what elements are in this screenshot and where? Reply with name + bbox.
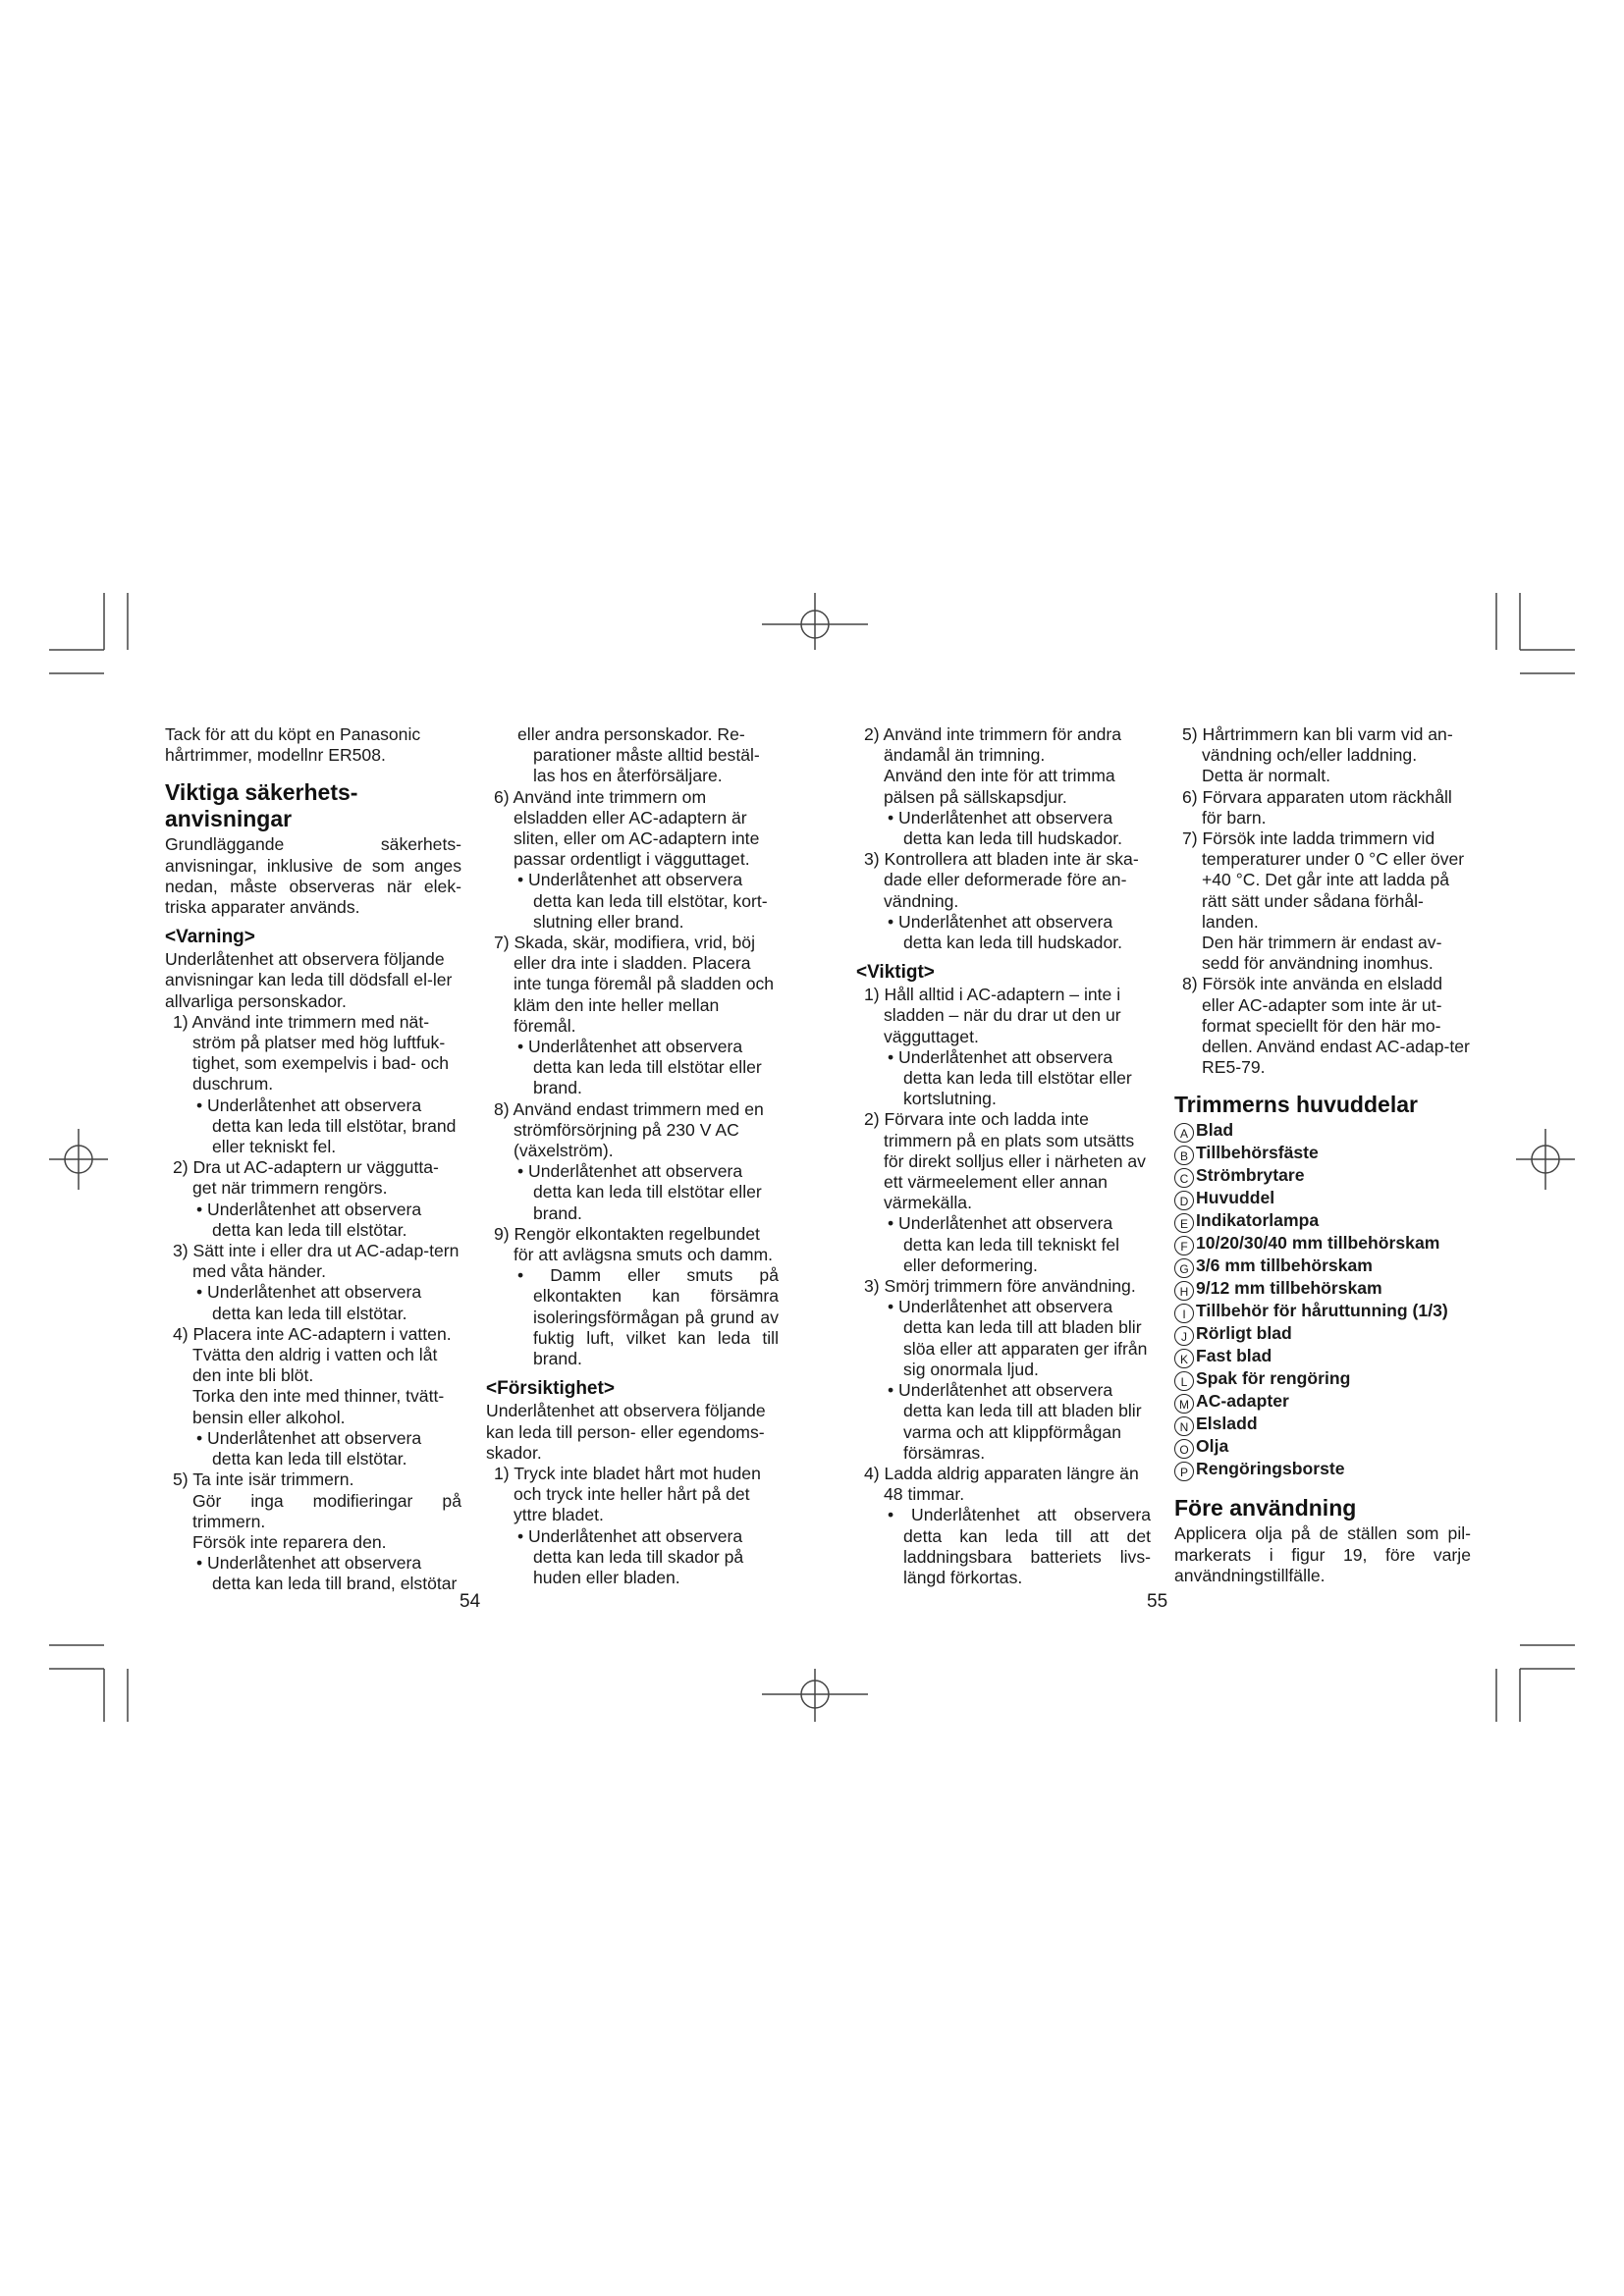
important-item-1: 1) Håll alltid i AC-adaptern – inte i sladden – när du drar ut den ur vägguttaget. (864, 985, 1121, 1046)
caution-item-3-note: • Underlåtenhet att observera detta kan leda till hudskador. (888, 911, 1123, 953)
important-item-2: 2) Förvara inte och ladda inte trimmern på en plats som utsätts för direkt solljus eller i närheten av ett värmeelement eller annan värmekälla. (864, 1109, 1146, 1213)
part-item (1174, 1188, 1471, 1210)
part-letter-circle: F (1174, 1236, 1194, 1255)
part-label: Elsladd (1196, 1414, 1258, 1434)
part-letter-circle: M (1174, 1394, 1194, 1414)
warning-item-9: 9) Rengör elkontakten regelbundet för att avlägsna smuts och damm. (494, 1223, 774, 1265)
warning-item-4-sub-2: Torka den inte med thinner, tvätt-bensin eller alkohol. (192, 1386, 445, 1427)
part-label: Strömbrytare (1196, 1165, 1305, 1186)
column-4 (1174, 724, 1471, 1586)
before-use-text: Applicera olja på de ställen som pil-markerats i figur 19, före varje användningstillfälle. (1174, 1523, 1471, 1585)
warning-item-5: 5) Ta inte isär trimmern. (173, 1469, 354, 1490)
part-item (1174, 1120, 1471, 1143)
important-item-5: 5) Hårtrimmern kan bli varm vid an-vändning och/eller laddning. (1182, 724, 1453, 766)
part-letter-circle: H (1174, 1281, 1194, 1301)
caution-item-2: 2) Använd inte trimmern för andra ändamål än trimning. (864, 724, 1122, 766)
part-label: Huvuddel (1196, 1188, 1275, 1208)
part-letter-circle: I (1174, 1304, 1194, 1323)
column-1 (165, 724, 461, 1595)
part-item (1174, 1233, 1471, 1255)
caution-intro: Underlåtenhet att observera följande kan leda till person- eller egendoms-skador. (486, 1401, 766, 1463)
warning-item-4-note: • Underlåtenhet att observera detta kan leda till elstötar. (196, 1427, 422, 1469)
warning-item-2-note: • Underlåtenhet att observera detta kan leda till elstötar. (196, 1199, 422, 1240)
part-item (1174, 1368, 1471, 1391)
important-heading: <Viktigt> (856, 962, 935, 984)
important-item-2-note: • Underlåtenhet att observera detta kan leda till tekniskt fel eller deformering. (888, 1213, 1120, 1275)
part-letter-circle: E (1174, 1213, 1194, 1233)
safety-heading: Viktiga säkerhets-anvisningar (165, 779, 358, 832)
warning-item-4-sub-1: Tvätta den aldrig i vatten och låt den inte bli blöt. (192, 1345, 438, 1386)
column-3 (856, 724, 1151, 1588)
important-item-1-note: • Underlåtenhet att observera detta kan leda till elstötar eller kortslutning. (888, 1046, 1132, 1109)
part-letter-circle: B (1174, 1146, 1194, 1165)
parts-list (1174, 1120, 1471, 1481)
part-label: AC-adapter (1196, 1391, 1289, 1412)
important-item-3-note-1: • Underlåtenhet att observera detta kan leda till att bladen blir slöa eller att apparaten ger ifrån sig onormala ljud. (888, 1297, 1148, 1379)
part-item (1174, 1255, 1471, 1278)
warning-item-7-note: • Underlåtenhet att observera detta kan leda till elstötar eller brand. (517, 1037, 762, 1098)
warning-item-6: 6) Använd inte trimmern om elsladden eller AC-adaptern är sliten, eller om AC-adaptern inte passar ordentligt i vägguttaget. (494, 786, 760, 870)
caution-item-3: 3) Kontrollera att bladen inte är ska-dade eller deformerade före an-vändning. (864, 849, 1139, 911)
caution-heading: <Försiktighet> (486, 1378, 615, 1400)
part-item (1174, 1210, 1471, 1233)
parts-heading: Trimmerns huvuddelar (1174, 1092, 1418, 1118)
important-item-5-sub: Detta är normalt. (1202, 766, 1331, 786)
important-item-3-note-2: • Underlåtenhet att observera detta kan leda till att bladen blir varma och att klippförmågan försämras. (888, 1380, 1142, 1463)
part-letter-circle: A (1174, 1123, 1194, 1143)
part-letter-circle: D (1174, 1191, 1194, 1210)
important-item-7: 7) Försök inte ladda trimmern vid temperaturer under 0 °C eller över +40 °C. Det går inte att ladda på rätt sätt under sådana förhål-landen. (1182, 828, 1465, 932)
part-label: Blad (1196, 1120, 1234, 1141)
caution-item-1-note: • Underlåtenhet att observera detta kan leda till skador på huden eller bladen. (517, 1525, 744, 1587)
warning-item-1-note: • Underlåtenhet att observera detta kan leda till elstötar, brand eller tekniskt fel. (196, 1095, 457, 1157)
intro-text: Tack för att du köpt en Panasonic hårtrimmer, modellnr ER508. (165, 724, 421, 766)
part-label: 3/6 mm tillbehörskam (1196, 1255, 1373, 1276)
important-item-4: 4) Ladda aldrig apparaten längre än 48 timmar. (864, 1463, 1139, 1505)
before-use-heading: Före användning (1174, 1495, 1357, 1522)
part-item (1174, 1143, 1471, 1165)
part-label: Spak för rengöring (1196, 1368, 1351, 1389)
part-item (1174, 1301, 1471, 1323)
part-letter-circle: C (1174, 1168, 1194, 1188)
warning-item-3-note: • Underlåtenhet att observera detta kan leda till elstötar. (196, 1282, 422, 1323)
warning-item-1: 1) Använd inte trimmern med nät-ström på platser med hög luftfuk-tighet, som exempelvis i bad- och duschrum. (173, 1011, 450, 1095)
part-label: Fast blad (1196, 1346, 1272, 1366)
caution-item-2-sub: Använd den inte för att trimma pälsen på sällskapsdjur. (884, 766, 1115, 807)
part-letter-circle: P (1174, 1462, 1194, 1481)
warning-item-5-note: • Underlåtenhet att observera detta kan leda till brand, elstötar (196, 1553, 458, 1594)
page-number-right: 55 (1147, 1591, 1168, 1612)
part-item (1174, 1459, 1471, 1481)
warning-item-5-sub-2: Försök inte reparera den. (192, 1531, 387, 1552)
warning-heading: <Varning> (165, 927, 255, 948)
warning-item-7: 7) Skada, skär, modifiera, vrid, böj eller dra inte i sladden. Placera inte tunga föremål på sladden och kläm den inte heller mellan föremål. (494, 933, 775, 1036)
part-label: Tillbehör för håruttunning (1/3) (1196, 1301, 1448, 1321)
part-item (1174, 1165, 1471, 1188)
part-item (1174, 1278, 1471, 1301)
part-label: 9/12 mm tillbehörskam (1196, 1278, 1382, 1299)
important-item-4-note: • Underlåtenhet att observera detta kan leda till att det laddningsbara batteriets livs-längd förkortas. (888, 1505, 1151, 1587)
part-label: Indikatorlampa (1196, 1210, 1320, 1231)
page-number-left: 54 (460, 1591, 481, 1612)
part-letter-circle: K (1174, 1349, 1194, 1368)
important-item-8: 8) Försök inte använda en elsladd eller AC-adapter som inte är ut-format speciellt för den här mo-dellen. Använd endast AC-adap-ter RE5-79. (1182, 974, 1470, 1078)
warning-item-5-sub-1: Gör inga modifieringar på trimmern. (192, 1490, 461, 1531)
warning-item-4: 4) Placera inte AC-adaptern i vatten. (173, 1323, 452, 1344)
caution-item-2-note: • Underlåtenhet att observera detta kan leda till hudskador. (888, 807, 1123, 849)
column-2 (486, 724, 779, 1588)
important-item-6: 6) Förvara apparaten utom räckhåll för barn. (1182, 786, 1452, 828)
part-letter-circle: J (1174, 1326, 1194, 1346)
part-letter-circle: L (1174, 1371, 1194, 1391)
warning-item-3: 3) Sätt inte i eller dra ut AC-adap-tern med våta händer. (173, 1241, 460, 1282)
part-letter-circle: O (1174, 1439, 1194, 1459)
part-label: Tillbehörsfäste (1196, 1143, 1319, 1163)
warning-intro: Underlåtenhet att observera följande anvisningar kan leda till dödsfall el-ler allvarliga personskador. (165, 949, 453, 1011)
part-letter-circle: G (1174, 1258, 1194, 1278)
important-item-7-sub: Den här trimmern är endast av-sedd för användning inomhus. (1202, 933, 1442, 974)
part-label: Olja (1196, 1436, 1229, 1457)
warning-item-8: 8) Använd endast trimmern med en strömförsörjning på 230 V AC (växelström). (494, 1098, 764, 1161)
important-item-3: 3) Smörj trimmern före användning. (864, 1276, 1136, 1297)
warning-item-2: 2) Dra ut AC-adaptern ur vägguttа-get när trimmern rengörs. (173, 1157, 439, 1199)
part-label: Rörligt blad (1196, 1323, 1292, 1344)
warning-item-8-note: • Underlåtenhet att observera detta kan leda till elstötar eller brand. (517, 1161, 762, 1223)
part-label: Rengöringsborste (1196, 1459, 1345, 1479)
warning-item-6-note: • Underlåtenhet att observera detta kan leda till elstötar, kort-slutning eller brand. (517, 870, 768, 932)
part-item (1174, 1436, 1471, 1459)
part-item (1174, 1414, 1471, 1436)
warning-item-9-note: • Damm eller smuts på elkontakten kan försämra isoleringsförmågan på grund av fuktig luft, vilket kan leda till brand. (517, 1265, 779, 1369)
part-item (1174, 1323, 1471, 1346)
part-letter-circle: N (1174, 1416, 1194, 1436)
part-label: 10/20/30/40 mm tillbehörskam (1196, 1233, 1440, 1254)
basic-safety-text: Grundläggande säkerhets-anvisningar, inklusive de som anges nedan, måste observeras när elek-triska apparater används. (165, 834, 461, 918)
warning-item-5-note-cont: eller andra personskador. Re-parationer måste alltid bestäl-las hos en återförsäljare. (517, 724, 760, 786)
caution-item-1: 1) Tryck inte bladet hårt mot huden och tryck inte heller hårt på det yttre bladet. (494, 1463, 761, 1525)
part-item (1174, 1346, 1471, 1368)
part-item (1174, 1391, 1471, 1414)
